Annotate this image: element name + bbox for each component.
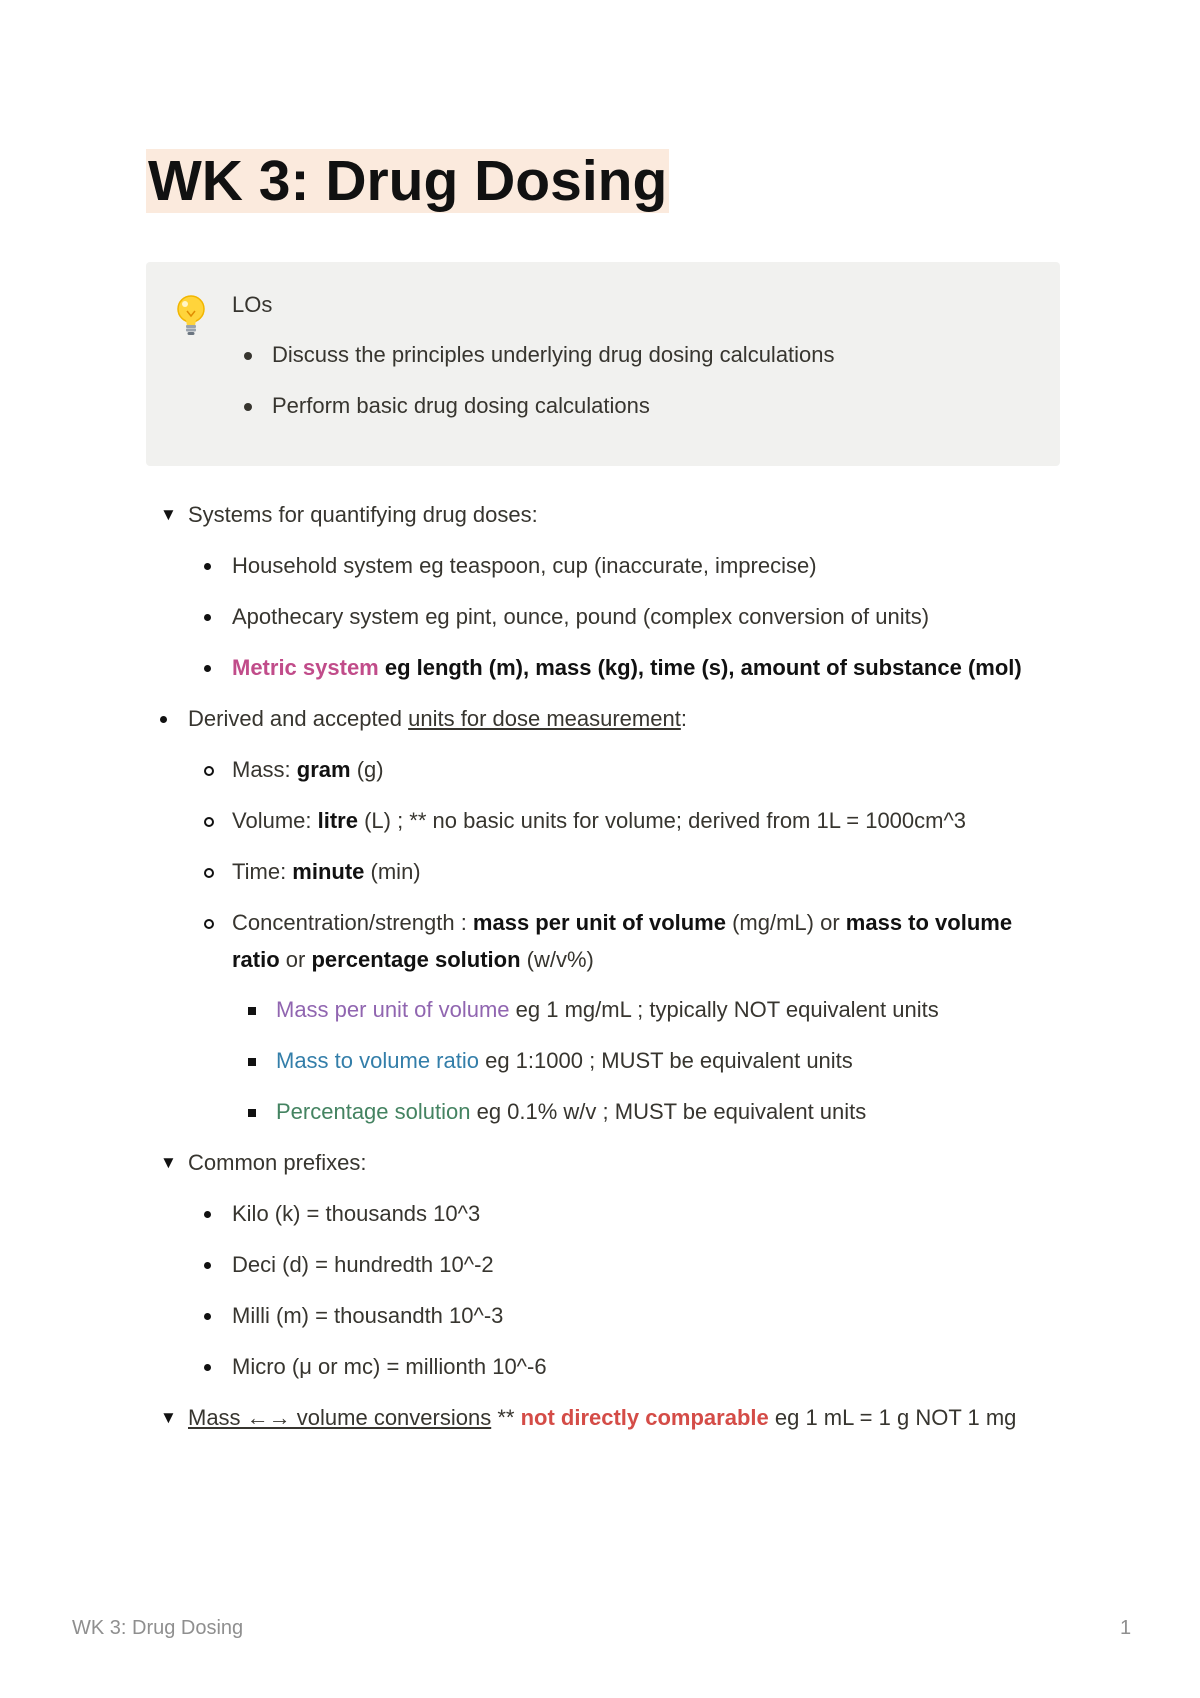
list-item: Metric system eg length (m), mass (kg), time (s), amount of substance (mol) — [204, 649, 1060, 686]
toggle-conversions[interactable]: ▼ Mass ←→ volume conversions ** not directly comparable eg 1 mL = 1 g NOT 1 mg — [160, 1399, 1060, 1436]
toggle-heading: ▼ Common prefixes: — [188, 1150, 367, 1175]
notes-content — [160, 496, 1060, 1436]
list-item: Mass to volume ratio eg 1:1000 ; MUST be equivalent units — [248, 1042, 1060, 1079]
list-item: Household system eg teaspoon, cup (inaccurate, imprecise) — [204, 547, 1060, 584]
learning-outcomes-list — [244, 340, 835, 442]
toggle-prefixes[interactable] — [160, 1144, 1060, 1181]
list-item: Time: minute (min) — [204, 853, 1060, 890]
page-title: WK 3: Drug Dosing — [148, 149, 668, 213]
page-number: 1 — [1120, 1617, 1132, 1639]
list-item: Mass per unit of volume eg 1 mg/mL ; typically NOT equivalent units — [248, 991, 1060, 1028]
toggle-heading: ▼ Systems for quantifying drug doses: — [188, 502, 538, 527]
warning-text: not directly comparable — [520, 1405, 769, 1430]
list-item: Concentration/strength : mass per unit of volume (mg/mL) or mass to volume ratio or percentage solution (w/v%) — [204, 904, 1060, 978]
list-item: Mass: gram (g) — [204, 751, 1060, 788]
list-item-derived-units: Derived and accepted units for dose measurement: — [160, 700, 1060, 737]
list-item: Micro (μ or mc) = millionth 10^-6 — [204, 1348, 1060, 1385]
list-item: Deci (d) = hundredth 10^-2 — [204, 1246, 1060, 1283]
list-item: Milli (m) = thousandth 10^-3 — [204, 1297, 1060, 1334]
list-item: Percentage solution eg 0.1% w/v ; MUST be equivalent units — [248, 1093, 1060, 1130]
footer-title: WK 3: Drug Dosing — [72, 1617, 244, 1639]
list-item: Apothecary system eg pint, ounce, pound (complex conversion of units) — [204, 598, 1060, 635]
list-item: Kilo (k) = thousands 10^3 — [204, 1195, 1060, 1232]
list-item: Discuss the principles underlying drug dosing calculations — [244, 340, 835, 370]
lightbulb-icon — [174, 294, 208, 338]
callout-heading: LOs — [232, 292, 273, 317]
units-link[interactable]: units for dose measurement — [408, 706, 681, 731]
conversions-link[interactable]: Mass ←→ volume conversions — [188, 1405, 492, 1430]
list-item: Perform basic drug dosing calculations — [244, 391, 835, 421]
learning-outcomes-callout — [146, 262, 1060, 466]
list-item: Volume: litre (L) ; ** no basic units for volume; derived from 1L = 1000cm^3 — [204, 802, 1060, 839]
metric-system-label: Metric system — [232, 655, 379, 680]
toggle-systems[interactable] — [160, 496, 1060, 533]
